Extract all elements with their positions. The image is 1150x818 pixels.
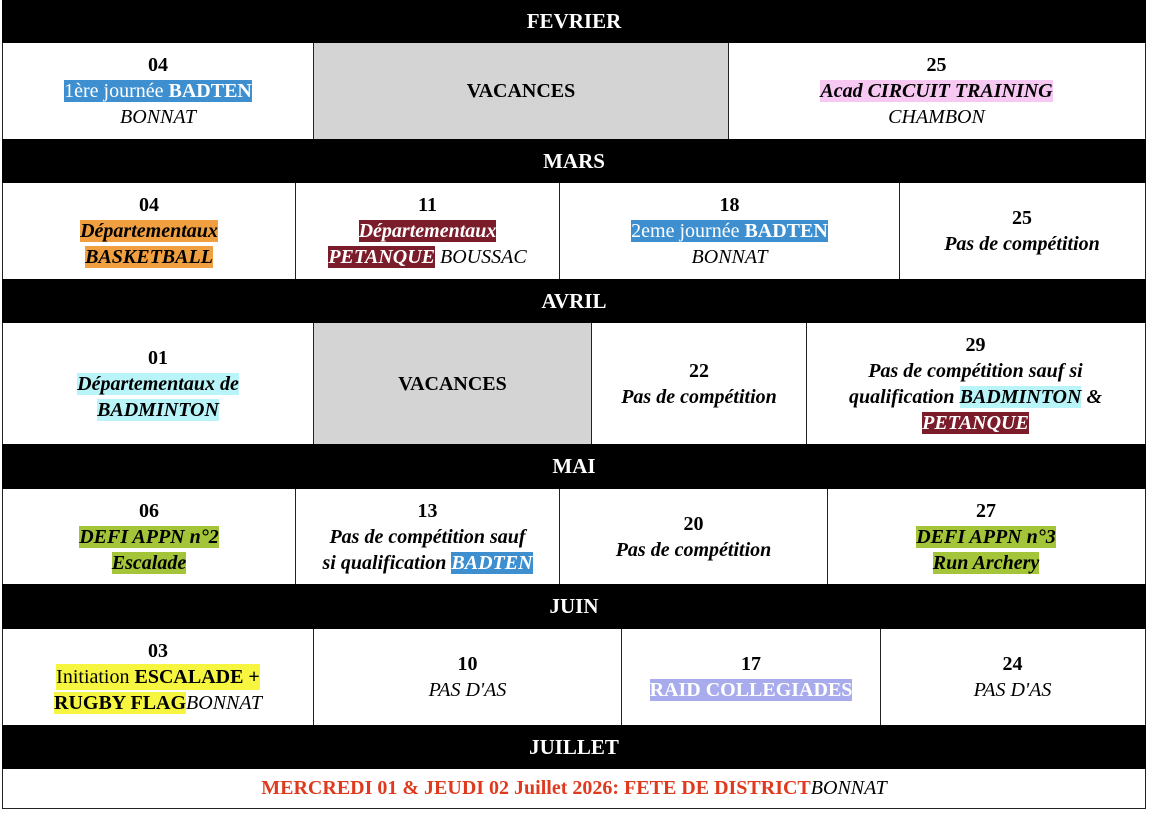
event-note: Pas de compétition	[621, 385, 777, 408]
month-title: FEVRIER	[526, 9, 622, 33]
event-title: RAID COLLEGIADES	[649, 679, 853, 701]
event-day: 27	[976, 499, 996, 522]
event-title: Départementaux	[80, 220, 218, 242]
month-header-juillet	[2, 725, 1146, 769]
event-cell	[592, 323, 807, 444]
event-location: BOUSSAC	[435, 246, 527, 268]
event-location: BONNAT	[186, 692, 262, 714]
event-sport: BADTEN	[168, 80, 252, 102]
event-day: 06	[139, 499, 159, 522]
event-sport: PETANQUE	[328, 246, 435, 268]
event-sport: Escalade	[111, 551, 187, 574]
event-cell	[3, 629, 314, 725]
month-title: JUIN	[549, 594, 599, 618]
event-sport: PETANQUE	[922, 411, 1029, 434]
july-event	[2, 769, 1146, 809]
event-cell	[314, 629, 622, 725]
event-sport: BASKETBALL	[85, 246, 213, 268]
event-cell	[296, 489, 560, 584]
month-header-mars	[2, 139, 1146, 183]
month-header-juin	[2, 584, 1146, 629]
event-title	[64, 78, 252, 104]
event-cell	[3, 183, 296, 279]
event-sport: BADTEN	[744, 220, 828, 242]
event-cell	[296, 183, 560, 279]
event-day: 13	[417, 499, 438, 522]
event-day: 04	[148, 54, 168, 76]
event-title: Départementaux de	[77, 372, 239, 395]
event-dates: MERCREDI 01 & JEUDI 02 Juillet 2026	[261, 777, 613, 799]
week-row-mai	[2, 489, 1146, 584]
event-cell	[807, 323, 1144, 444]
event-cell	[729, 43, 1144, 139]
week-row-avril	[2, 323, 1146, 444]
event-note: si qualification	[322, 551, 452, 574]
event-cell	[881, 629, 1144, 725]
event-text: 2eme journée	[631, 220, 745, 242]
week-row-fevrier	[2, 43, 1146, 139]
event-day: 22	[689, 359, 709, 382]
event-day: 17	[741, 653, 761, 675]
event-day: 24	[1002, 653, 1023, 675]
event-location: BONNAT	[691, 246, 768, 268]
event-day: 20	[683, 512, 704, 535]
month-title: JUILLET	[529, 734, 619, 759]
event-note: Pas de compétition sauf si	[868, 359, 1083, 382]
event-day: 04	[139, 194, 159, 216]
week-row-juin	[2, 629, 1146, 725]
event-cell	[828, 489, 1144, 584]
month-title: AVRIL	[541, 288, 607, 313]
month-title: MAI	[552, 454, 596, 478]
event-day: 18	[719, 194, 740, 216]
month-header-mai	[2, 444, 1146, 489]
event-note: &	[1081, 385, 1102, 408]
event-note: PAS D'AS	[428, 679, 507, 701]
month-title: MARS	[543, 148, 605, 173]
event-day: 01	[148, 346, 168, 369]
event-sport: RUGBY FLAG	[54, 692, 187, 714]
vacation-cell	[314, 43, 729, 139]
event-title: DEFI APPN n°2	[79, 525, 219, 548]
vacation-cell	[314, 323, 592, 444]
week-row-mars	[2, 183, 1146, 279]
event-sport: ESCALADE +	[134, 666, 260, 688]
event-cell	[3, 43, 314, 139]
event-note: Pas de compétition sauf	[329, 525, 526, 548]
event-title: : FETE DE DISTRICT	[612, 777, 811, 799]
event-location: BONNAT	[120, 106, 196, 128]
event-cell	[3, 489, 296, 584]
event-location: BONNAT	[810, 777, 887, 799]
event-cell	[560, 489, 828, 584]
event-day: 11	[418, 194, 437, 216]
event-day: 10	[457, 653, 478, 675]
event-note: PAS D'AS	[973, 679, 1052, 701]
event-cell	[560, 183, 900, 279]
event-note: Pas de compétition	[944, 233, 1100, 255]
event-text: 1ère journée	[64, 80, 169, 102]
event-text: Initiation	[56, 666, 135, 688]
event-title: DEFI APPN n°3	[916, 525, 1056, 548]
event-day: 03	[148, 640, 168, 662]
event-day: 25	[926, 54, 947, 76]
event-note: qualification	[848, 385, 960, 408]
event-title: Acad CIRCUIT TRAINING	[820, 80, 1053, 102]
event-location: CHAMBON	[888, 106, 985, 128]
event-cell	[3, 323, 314, 444]
event-cell	[900, 183, 1144, 279]
event-note: Pas de compétition	[615, 538, 772, 561]
month-header-avril	[2, 279, 1146, 323]
event-title	[631, 218, 828, 244]
event-cell	[622, 629, 881, 725]
event-title: Départementaux	[358, 220, 497, 242]
vacation-label: VACANCES	[398, 372, 507, 395]
event-sport: Run Archery	[932, 551, 1040, 574]
event-day: 29	[965, 333, 986, 356]
event-sport: BADMINTON	[97, 398, 219, 421]
event-day: 25	[1012, 207, 1032, 229]
event-sport: BADMINTON	[959, 385, 1082, 408]
month-header-fevrier	[2, 0, 1146, 43]
vacation-label: VACANCES	[466, 80, 576, 102]
event-sport: BADTEN	[451, 551, 533, 574]
